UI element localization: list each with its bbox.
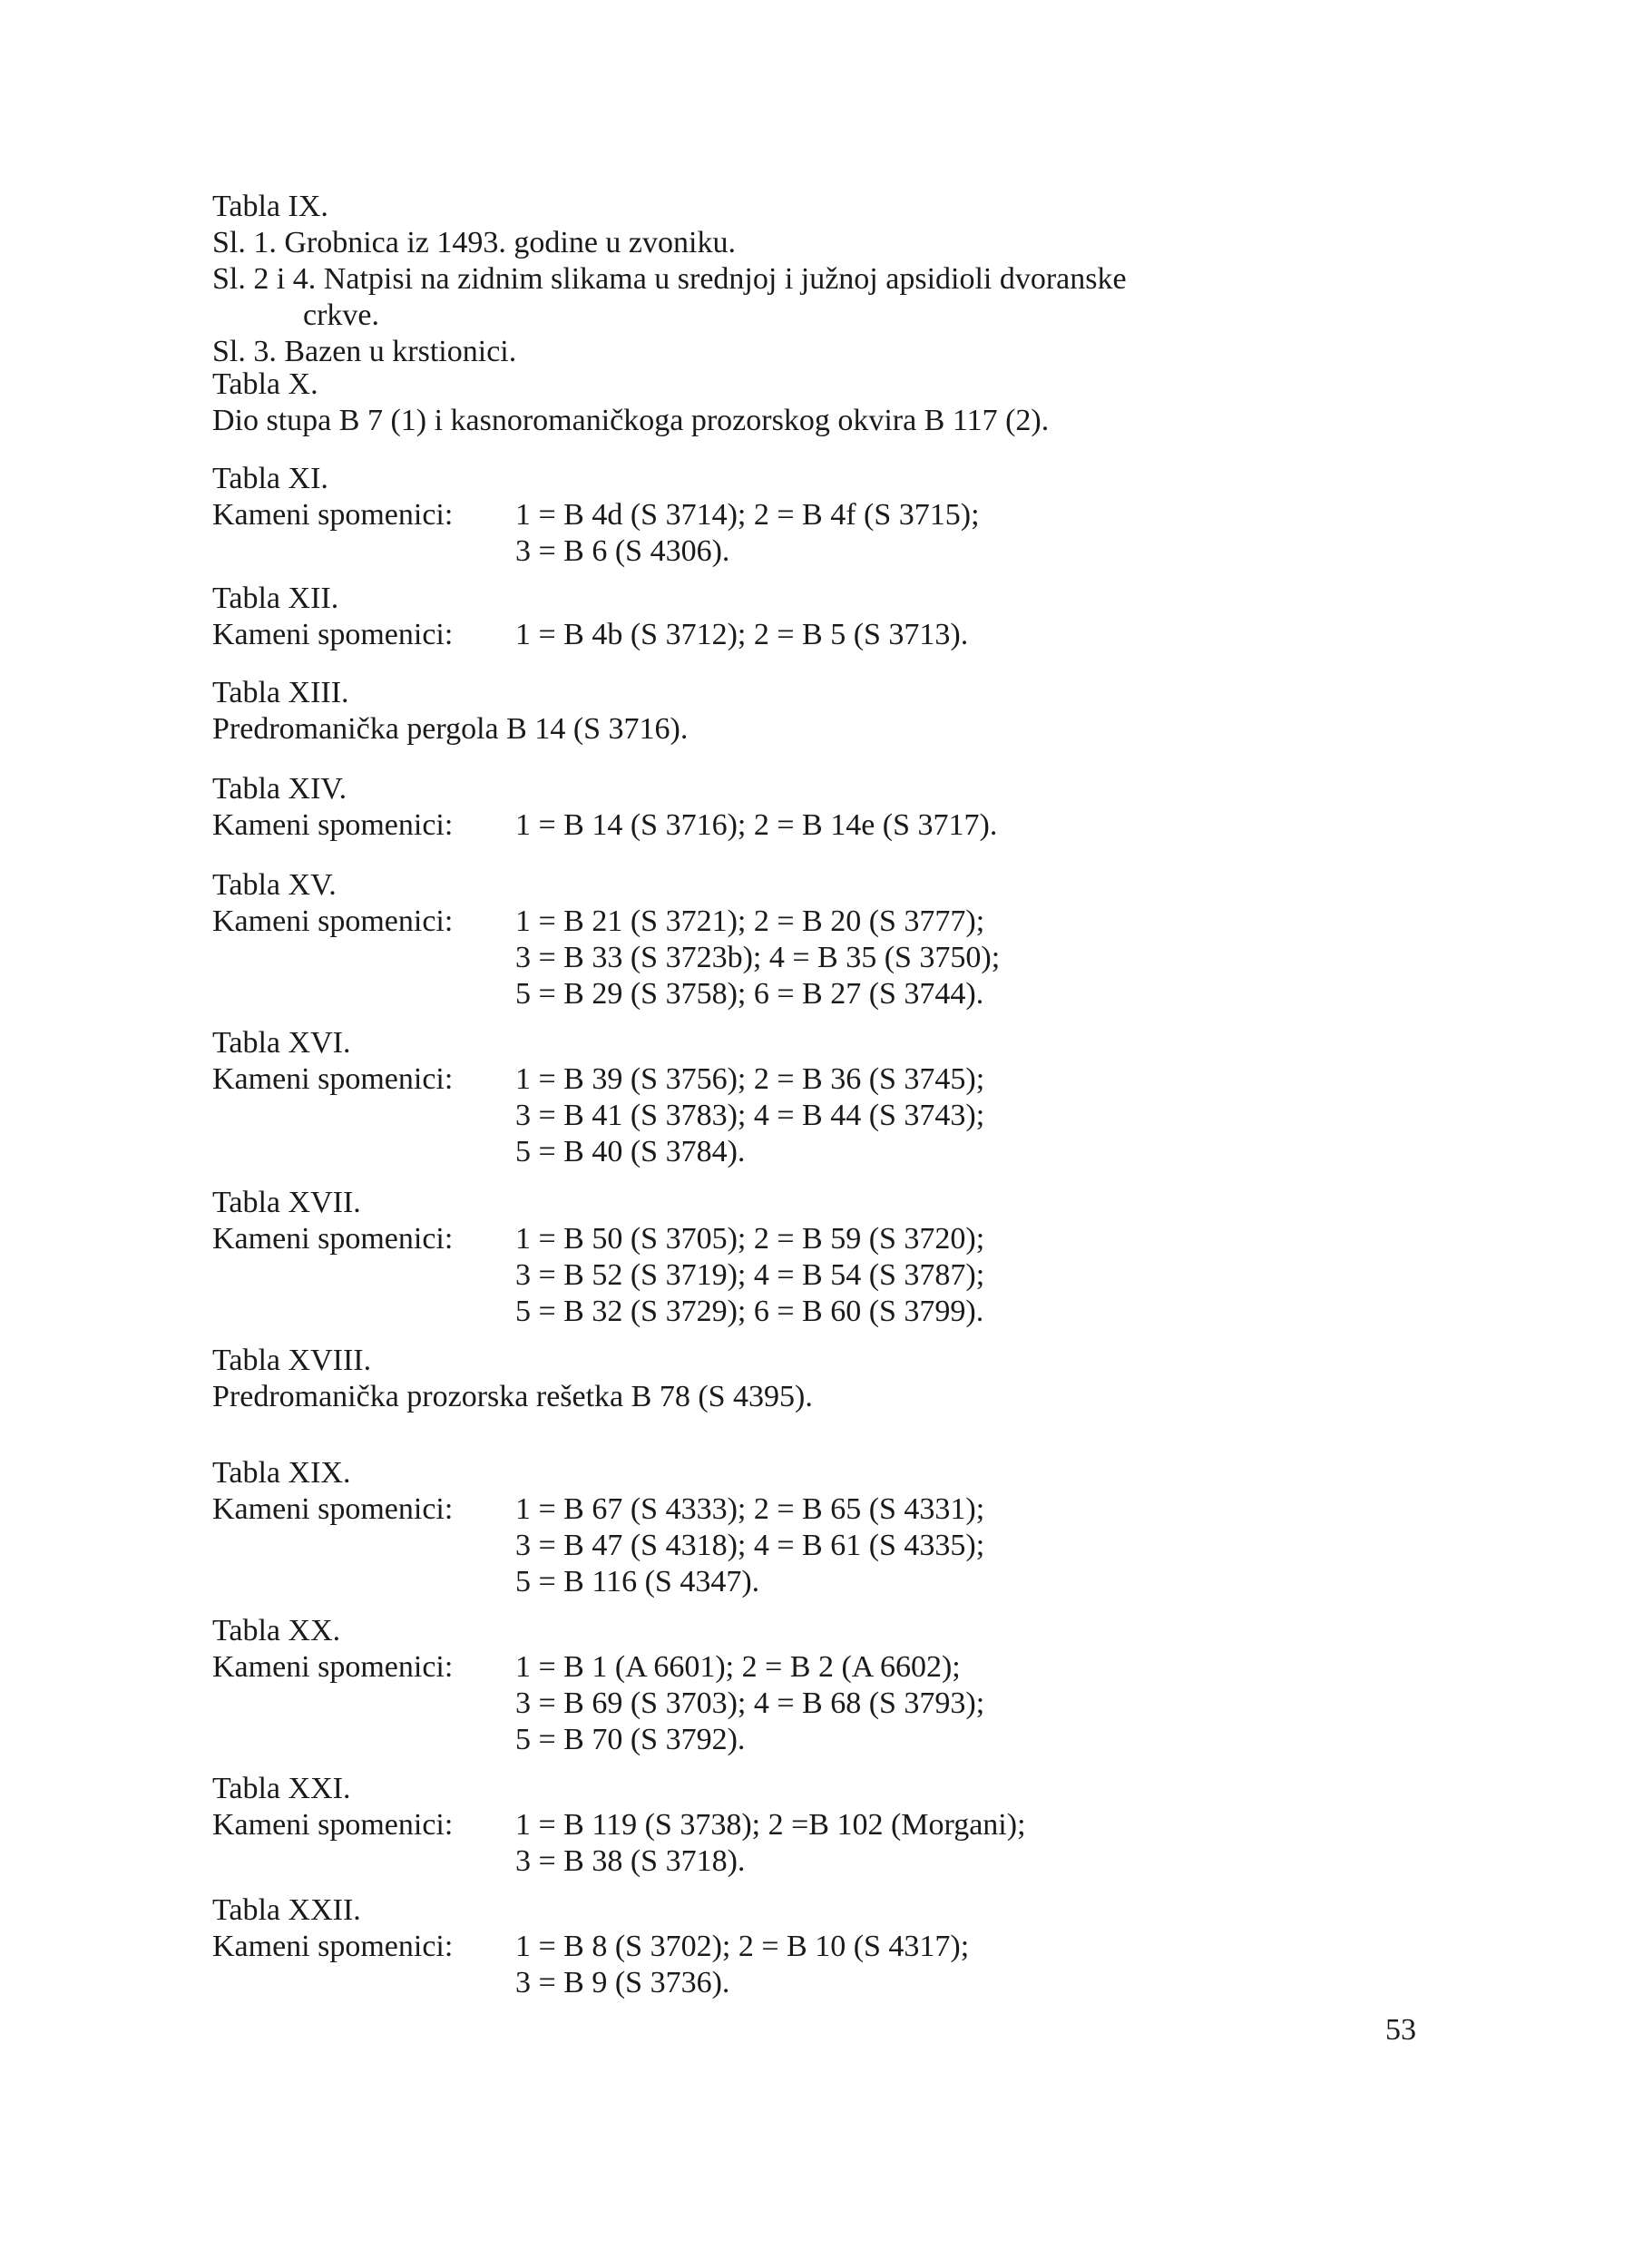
section-tabla-xvii [212,1185,1501,1330]
row-label: Kameni spomenici: [212,1222,454,1256]
caption-line: Sl. 1. Grobnica iz 1493. godine u zvoniku. [212,226,736,259]
caption-line: 3 = B 41 (S 3783); 4 = B 44 (S 3743); [515,1099,985,1132]
caption-line: 1 = B 39 (S 3756); 2 = B 36 (S 3745); [515,1062,985,1096]
section-tabla-xiv [212,771,1501,844]
section-tabla-xxi [212,1771,1501,1880]
section-title: Tabla XXI. [212,1772,351,1805]
caption-line: 1 = B 14 (S 3716); 2 = B 14e (S 3717). [515,808,998,842]
row-label: Kameni spomenici: [212,808,454,842]
caption-line: 5 = B 116 (S 4347). [515,1565,760,1598]
caption-line: 1 = B 50 (S 3705); 2 = B 59 (S 3720); [515,1222,985,1256]
section-title: Tabla XIX. [212,1456,351,1490]
caption-line: crkve. [303,298,380,332]
section-title: Tabla XIII. [212,676,349,709]
caption-line: Predromanička prozorska rešetka B 78 (S 4395). [212,1380,813,1413]
caption-line: 1 = B 4b (S 3712); 2 = B 5 (S 3713). [515,618,969,651]
caption-line: 5 = B 29 (S 3758); 6 = B 27 (S 3744). [515,977,984,1011]
section-title: Tabla XII. [212,582,339,615]
caption-line: 3 = B 33 (S 3723b); 4 = B 35 (S 3750); [515,941,1001,974]
section-tabla-xi [212,461,1501,570]
section-title: Tabla XVI. [212,1026,351,1060]
row-label: Kameni spomenici: [212,1492,454,1526]
section-title: Tabla IX. [212,190,328,223]
caption-line: 3 = B 52 (S 3719); 4 = B 54 (S 3787); [515,1258,985,1292]
section-tabla-xxii [212,1892,1501,2001]
section-tabla-x [212,367,1501,439]
section-title: Tabla XXII. [212,1893,361,1927]
row-label: Kameni spomenici: [212,904,454,938]
caption-line: 1 = B 1 (A 6601); 2 = B 2 (A 6602); [515,1650,961,1684]
caption-line: 3 = B 69 (S 3703); 4 = B 68 (S 3793); [515,1686,985,1720]
caption-line: 5 = B 32 (S 3729); 6 = B 60 (S 3799). [515,1295,984,1328]
section-title: Tabla XI. [212,462,328,495]
section-title: Tabla X. [212,367,318,401]
section-tabla-xix [212,1455,1501,1600]
section-title: Tabla XX. [212,1614,341,1647]
section-tabla-xviii [212,1343,1501,1415]
section-tabla-xx [212,1613,1501,1758]
section-title: Tabla XV. [212,868,337,902]
caption-line: Sl. 2 i 4. Natpisi na zidnim slikama u srednjoj i južnoj apsidioli dvoranske [212,262,1127,296]
section-tabla-ix [212,189,1501,370]
caption-line: 1 = B 67 (S 4333); 2 = B 65 (S 4331); [515,1492,985,1526]
caption-line: Predromanička pergola B 14 (S 3716). [212,712,689,746]
page-number: 53 [1385,2013,1416,2047]
section-title: Tabla XVII. [212,1186,361,1219]
section-tabla-xiii [212,675,1501,748]
caption-line: 5 = B 70 (S 3792). [515,1723,746,1756]
row-label: Kameni spomenici: [212,618,454,651]
caption-line: 1 = B 119 (S 3738); 2 =B 102 (Morgani); [515,1808,1026,1842]
section-title: Tabla XIV. [212,772,347,806]
caption-line: 3 = B 38 (S 3718). [515,1844,746,1878]
caption-line: Sl. 3. Bazen u krstionici. [212,335,517,368]
caption-line: 5 = B 40 (S 3784). [515,1135,746,1168]
row-label: Kameni spomenici: [212,1930,454,1963]
section-tabla-xvi [212,1025,1501,1170]
caption-line: Dio stupa B 7 (1) i kasnoromaničkoga prozorskog okvira B 117 (2). [212,404,1050,437]
row-label: Kameni spomenici: [212,1062,454,1096]
caption-line: 1 = B 8 (S 3702); 2 = B 10 (S 4317); [515,1930,970,1963]
caption-line: 3 = B 6 (S 4306). [515,534,730,568]
caption-line: 1 = B 4d (S 3714); 2 = B 4f (S 3715); [515,498,980,532]
section-tabla-xv [212,867,1501,1012]
section-title: Tabla XVIII. [212,1344,372,1377]
caption-line: 1 = B 21 (S 3721); 2 = B 20 (S 3777); [515,904,985,938]
caption-line: 3 = B 47 (S 4318); 4 = B 61 (S 4335); [515,1529,985,1562]
row-label: Kameni spomenici: [212,1650,454,1684]
row-label: Kameni spomenici: [212,1808,454,1842]
row-label: Kameni spomenici: [212,498,454,532]
caption-line: 3 = B 9 (S 3736). [515,1966,730,1999]
section-tabla-xii [212,581,1501,653]
